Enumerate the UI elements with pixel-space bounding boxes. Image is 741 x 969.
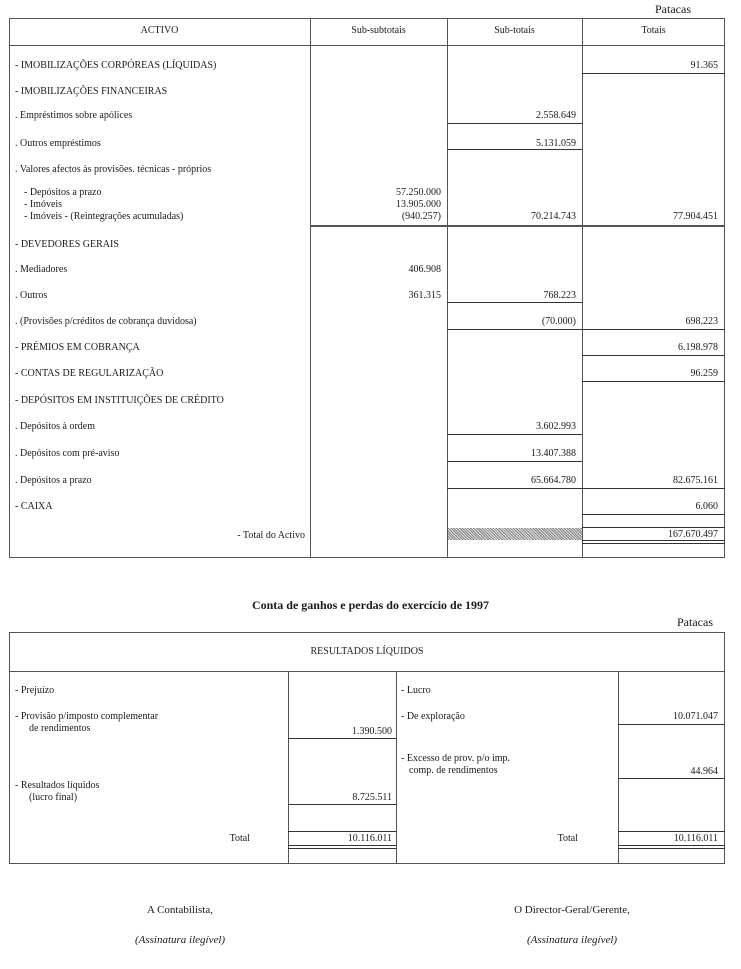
value-total: 96.259 <box>690 368 718 379</box>
currency-label: Patacas <box>655 2 691 16</box>
signature-right: (Assinatura ilegível) <box>526 934 618 946</box>
row-label: . Mediadores <box>15 264 68 275</box>
pl-resultados-value: 8.725.511 <box>352 792 392 803</box>
header-subtotais: Sub-totais <box>494 25 535 36</box>
pl-resultados-line2: (lucro final) <box>29 792 78 803</box>
row-label: - CONTAS DE REGULARIZAÇÃO <box>15 368 164 379</box>
row-label: . (Provisões p/créditos de cobrança duvidosa) <box>15 316 197 327</box>
total-activo-value: 167.670.497 <box>668 529 718 540</box>
pl-right-total-label: Total <box>557 833 578 844</box>
header-activo: ACTIVO <box>140 25 179 36</box>
value-sub: 3.602.993 <box>536 421 576 432</box>
pl-resultados-line1: - Resultados líquidos <box>15 780 100 791</box>
row-label: - Imóveis - (Reintegrações acumuladas) <box>24 211 184 222</box>
pl-exploracao-value: 10.071.047 <box>673 711 718 722</box>
value-sub: (70.000) <box>541 316 576 327</box>
value-total: 77.904.451 <box>673 211 718 222</box>
currency-label: Patacas <box>677 615 713 629</box>
row-label: - IMOBILIZAÇÕES FINANCEIRAS <box>15 86 168 97</box>
header-totais: Totais <box>641 25 666 36</box>
row-label: - CAIXA <box>15 501 53 512</box>
row-label: - Depósitos a prazo <box>24 187 102 198</box>
value-total: 698.223 <box>685 316 718 327</box>
pl-provisao-line1: - Provisão p/imposto complementar <box>15 711 159 722</box>
hatched-cell <box>448 528 582 540</box>
value-sub-sub: 13.905.000 <box>396 199 441 210</box>
value-sub-sub: (940.257) <box>401 211 441 222</box>
pl-excesso-line1: - Excesso de prov. p/o imp. <box>401 753 511 764</box>
pl-provisao-line2: de rendimentos <box>29 723 91 734</box>
row-label: - IMOBILIZAÇÕES CORPÓREAS (LÍQUIDAS) <box>15 60 217 71</box>
value-sub: 768.223 <box>543 290 576 301</box>
value-total: 82.675.161 <box>673 475 718 486</box>
row-label: - Imóveis <box>24 199 63 210</box>
value-total: 6.060 <box>695 501 718 512</box>
pl-prejuizo: - Prejuízo <box>15 685 55 696</box>
pl-title: Conta de ganhos e perdas do exercício de 1997 <box>251 598 490 612</box>
row-label: . Depósitos com pré-aviso <box>15 448 120 459</box>
value-total: 6.198.978 <box>678 342 718 353</box>
signature-left-title: A Contabilista, <box>147 904 213 916</box>
pl-excesso-value: 44.964 <box>690 766 718 777</box>
header-sub-subtotais: Sub-subtotais <box>351 25 406 36</box>
row-label: - DEPÓSITOS EM INSTITUIÇÕES DE CRÉDITO <box>15 395 224 406</box>
value-sub: 2.558.649 <box>536 110 576 121</box>
value-sub: 70.214.743 <box>531 211 576 222</box>
pl-exploracao: - De exploração <box>401 711 465 722</box>
total-activo-label: - Total do Activo <box>237 530 305 541</box>
value-sub-sub: 57.250.000 <box>396 187 441 198</box>
row-label: . Outros <box>15 290 48 301</box>
row-label: . Outros empréstimos <box>15 138 101 149</box>
value-sub: 13.407.388 <box>531 448 576 459</box>
pl-excesso-line2: comp. de rendimentos <box>409 765 498 776</box>
pl-provisao-value: 1.390.500 <box>352 726 392 737</box>
pl-header: RESULTADOS LÍQUIDOS <box>310 646 424 657</box>
value-sub-sub: 361.315 <box>408 290 441 301</box>
value-sub: 5.131.059 <box>536 138 576 149</box>
row-label: . Valores afectos às provisões. técnicas - próprios <box>15 164 212 175</box>
signature-right-title: O Director-Geral/Gerente, <box>514 904 630 916</box>
pl-lucro: - Lucro <box>401 685 431 696</box>
pl-left-total-value: 10.116.011 <box>347 833 392 844</box>
value-total: 91.365 <box>690 60 718 71</box>
row-label: . Empréstimos sobre apólices <box>15 110 133 121</box>
signature-left: (Assinatura ilegível) <box>134 934 226 946</box>
row-label: - DEVEDORES GERAIS <box>15 239 119 250</box>
pl-right-total-value: 10.116.011 <box>673 833 718 844</box>
row-label: - PRÉMIOS EM COBRANÇA <box>15 342 140 353</box>
row-label: . Depósitos à ordem <box>15 421 95 432</box>
row-label: . Depósitos a prazo <box>15 475 92 486</box>
value-sub: 65.664.780 <box>531 475 576 486</box>
pl-left-total-label: Total <box>229 833 250 844</box>
value-sub-sub: 406.908 <box>408 264 441 275</box>
